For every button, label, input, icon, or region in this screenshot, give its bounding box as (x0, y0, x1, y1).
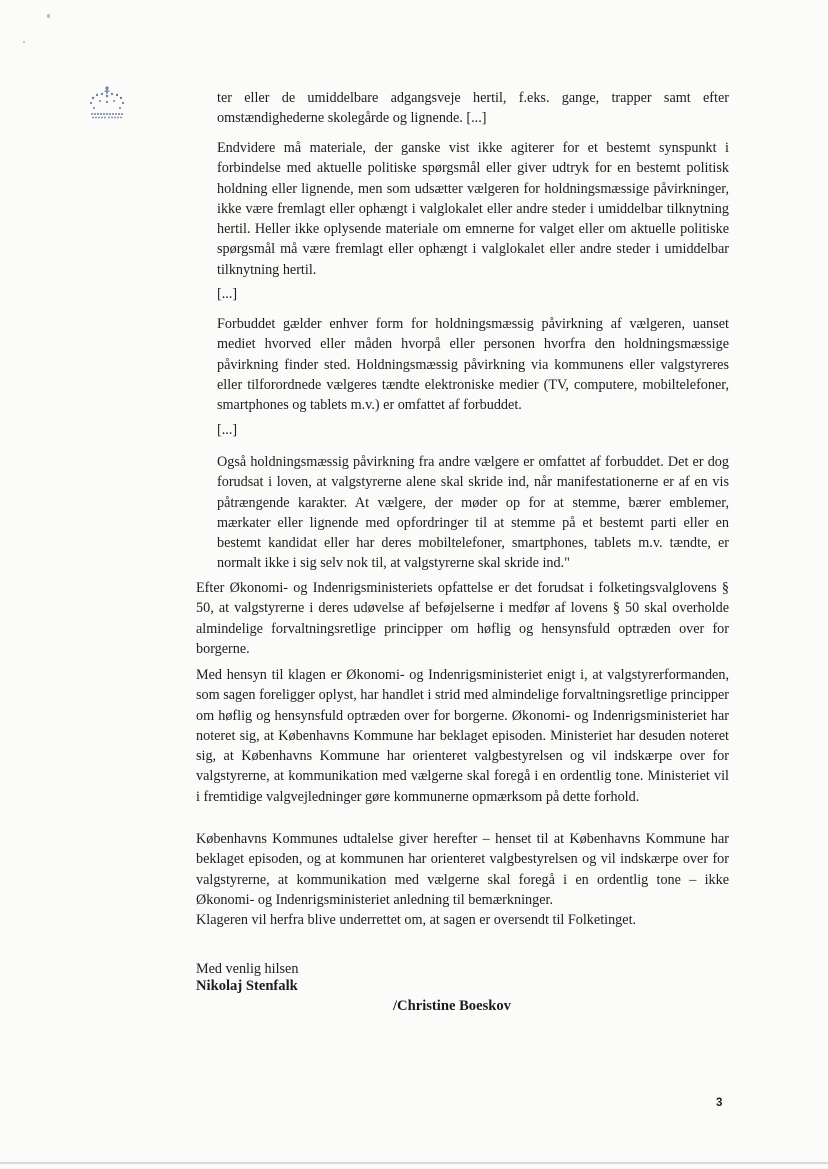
body-paragraph-2: Med hensyn til klagen er Økonomi- og Indenrigsministeriet enigt i, at valgstyrerformanden, som sagen foreligger oplyst, har handlet i strid med almindelige forvaltningsretlige principper om høflig og hensynsfuld optræden over for borgerne. Økonomi- og Indenrigsministeriet har noteret sig, at Københavns Kommune har beklaget episoden. Ministeriet har desuden noteret sig, at Københavns Kommune har orienteret valgbestyrelsen og vil indskærpe over for valgstyrerne, at kommunikation med vælgerne skal foregå i en ordentlig tone. Ministeriet vil i fremtidige valgvejledninger gøre kommunerne opmærksom på dette forhold. (196, 667, 729, 805)
quote-ellipsis-2: [...] (217, 422, 238, 438)
page-number: 3 (716, 1097, 723, 1109)
body-paragraph-1: Efter Økonomi- og Indenrigsministeriets opfattelse er det forudsat i folketingsvalglovens § 50, at valgstyrerne i deres udøvelse af beføjelserne i medfør af lovens § 50 skal overholde almindelige forvaltningsretlige principper om høflig og hensynsfuld optræden over for borgerne. (196, 580, 729, 657)
scan-speck (23, 41, 25, 43)
cosigner-name: /Christine Boeskov (393, 998, 511, 1014)
quote-paragraph-1: ter eller de umiddelbare adgangsveje hertil, f.eks. gange, trapper samt efter omstændighederne skolegårde og lignende. [...] (217, 90, 729, 127)
closing-greeting: Med venlig hilsen (196, 961, 299, 977)
body-paragraph-4: Klageren vil herfra blive underrettet om, at sagen er oversendt til Folketinget. (196, 912, 637, 928)
quote-paragraph-3: Forbuddet gælder enhver form for holdningsmæssig påvirkning af vælgeren, uanset mediet hvorved eller måden hvorpå eller personen hvorfra den holdningsmæssige påvirkning finder sted. Holdningsmæssig påvirkning via kommunens eller valgstyreres eller tilforordnede vælgeres tændte elektroniske medier (TV, computere, mobiltelefoner, smartphones og tablets m.v.) er omfattet af forbuddet. (217, 316, 729, 414)
signer-name: Nikolaj Stenfalk (196, 978, 298, 994)
royal-crown-icon (84, 84, 130, 122)
quote-ellipsis-1: [...] (217, 286, 238, 302)
scan-speck (47, 14, 50, 18)
page-bottom-edge (0, 1162, 828, 1164)
body-paragraph-3: Københavns Kommunes udtalelse giver herefter – henset til at Københavns Kommune har beklaget episoden, og at kommunen har orienteret valgbestyrelsen og vil indskærpe over for valgstyrerne, at kommunikation med vælgerne skal foregå i en ordentlig tone – ikke Økonomi- og Indenrigsministeriet anledning til bemærkninger. (196, 831, 729, 908)
quote-paragraph-4: Også holdningsmæssig påvirkning fra andre vælgere er omfattet af forbuddet. Det er dog forudsat i loven, at valgstyrerne alene skal skride ind, når manifestationerne er af en vis påtrængende karakter. At vælgere, der møder op for at stemme, bærer emblemer, mærkater eller lignende med opfordringer til at stemme på et bestemt parti eller en bestemt kandidat eller har deres mobiltelefoner, smartphones, tablets m.v. tændte, er normalt ikke i sig selv nok til, at valgstyrerne skal skride ind." (217, 454, 729, 572)
quote-paragraph-2: Endvidere må materiale, der ganske vist ikke agiterer for et bestemt synspunkt i forbindelse med aktuelle politiske spørgsmål eller giver udtryk for en bestemt politisk holdning eller lignende, men som udsætter vælgeren for holdningsmæssige påvirkninger, ikke være fremlagt eller ophængt i valglokalet eller andre steder i umiddelbar tilknytning hertil. Heller ikke oplysende materiale om emnerne for valget eller om aktuelle politiske spørgsmål må være fremlagt eller ophængt i valglokalet eller andre steder i umiddelbar tilknytning hertil. (217, 140, 729, 278)
